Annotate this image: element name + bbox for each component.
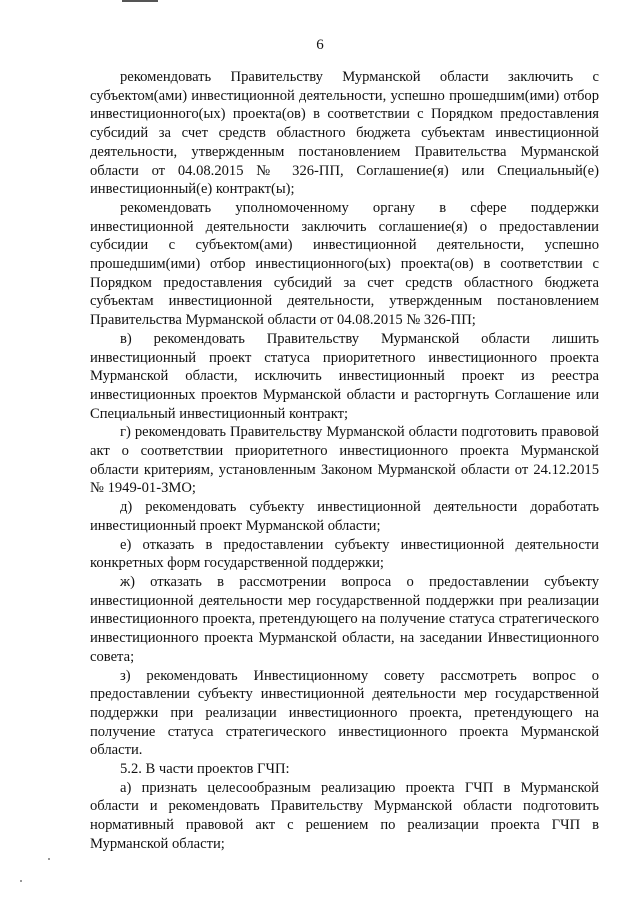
paragraph-item-v: в) рекомендовать Правительству Мурманской области лишить инвестиционный проект статуса приоритетного инвестиционного проекта Мурманской области, исключить инвестиционный проект из реестра инвестиционных проектов Мурманской области и расторгнуть Соглашение или Специальный инвестиционный контракт;: [90, 330, 599, 422]
document-body: [90, 68, 599, 854]
paragraph-item-z: з) рекомендовать Инвестиционному совету рассмотреть вопрос о предоставлении субъекту инвестиционной деятельности мер государственной поддержки при реализации инвестиционного проекта, претендующего на получение статуса стратегического инвестиционного проекта Мурманской области.: [90, 667, 599, 759]
top-edge-line: [122, 0, 158, 2]
section-heading-5-2: 5.2. В части проектов ГЧП:: [120, 761, 290, 778]
paragraph-item-d: д) рекомендовать субъекту инвестиционной деятельности доработать инвестиционный проект Мурманской области;: [90, 499, 599, 534]
page-number: 6: [316, 37, 324, 53]
scan-speck: [20, 880, 22, 882]
scan-speck: [48, 858, 50, 860]
paragraph-item-zh: ж) отказать в рассмотрении вопроса о предоставлении субъекту инвестиционной деятельности мер государственной поддержки при реализации инвестиционного проекта, претендующего на получение статуса стратегического инвестиционного проекта Мурманской области, на заседании Инвестиционного совета;: [90, 573, 599, 665]
paragraph-recommend-government: рекомендовать Правительству Мурманской области заключить с субъектом(ами) инвестиционной деятельности, успешно прошедшим(ими) отбор инвестиционного(ых) проекта(ов) в соответствии с Порядком предоставления субсидий за счет средств областного бюджета субъектам инвестиционной деятельности, утвержденным постановлением Правительства Мурманской области от 04.08.2015 № 326-ПП, Соглашение(я) или Специальный(е) инвестиционный(е) контракт(ы);: [90, 69, 599, 198]
paragraph-item-g: г) рекомендовать Правительству Мурманской области подготовить правовой акт о соответствии приоритетного инвестиционного проекта Мурманской области критериям, установленным Законом Мурманской области от 24.12.2015 № 1949-01-ЗМО;: [90, 424, 599, 497]
paragraph-recommend-authorized-body: рекомендовать уполномоченному органу в сфере поддержки инвестиционной деятельности заключить соглашение(я) о предоставлении субсидии с субъектом(ами) инвестиционной деятельности, успешно прошедшим(ими) отбор инвестиционного(ых) проекта(ов) в соответствии с Порядком предоставления субсидий за счет средств областного бюджета субъектам инвестиционной деятельности, утвержденным постановлением Правительства Мурманской области от 04.08.2015 № 326-ПП;: [90, 199, 599, 329]
paragraph-item-e: е) отказать в предоставлении субъекту инвестиционной деятельности конкретных форм государственной поддержки;: [90, 536, 599, 572]
paragraph-item-a: а) признать целесообразным реализацию проекта ГЧП в Мурманской области и рекомендовать Правительству Мурманской области подготовить нормативный правовой акт с решением по реализации проекта ГЧП в Мурманской области;: [90, 779, 599, 852]
